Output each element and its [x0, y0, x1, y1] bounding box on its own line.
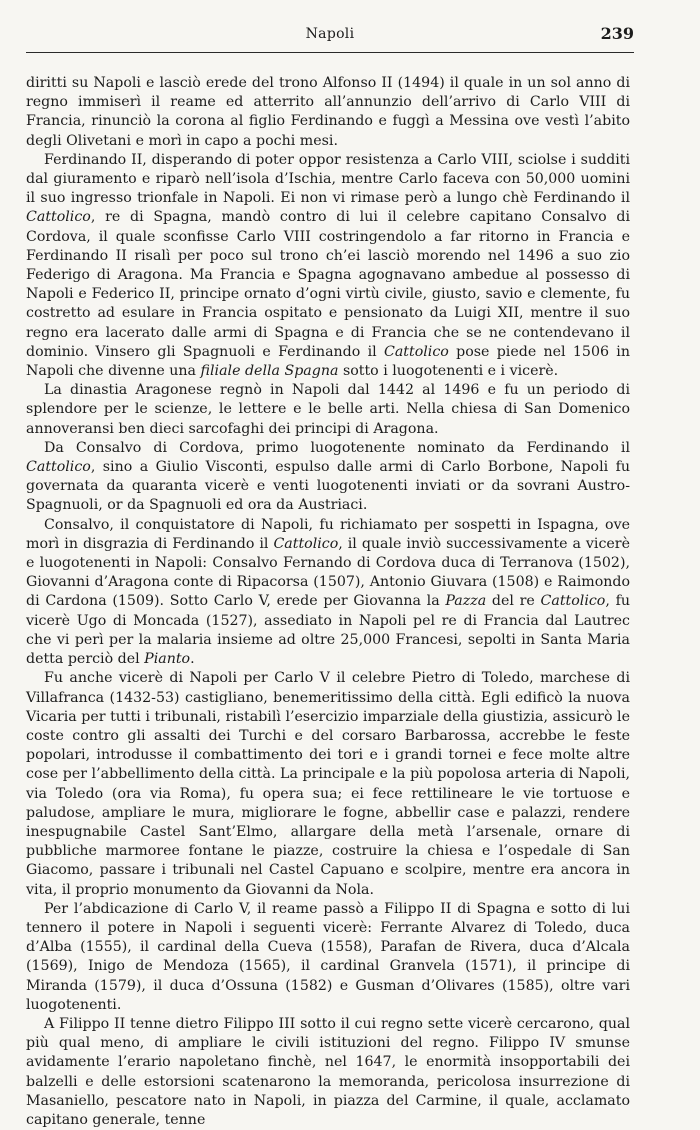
- italic-text: Pianto: [144, 651, 191, 668]
- text-run: , fu vicerè Ugo di Moncada (1527), assediato in Napoli pel re di Francia dal Lautrec che vi perì per la malaria insieme ad oltre 25,000 Francesi, sepolti in Santa Maria detta perciò del: [26, 593, 630, 668]
- text-run: sotto i luogotenenti e i vicerè.: [338, 363, 559, 380]
- text-run: , re di Spagna, mandò contro di lui il celebre capitano Consalvo di Cordova, il quale sconfisse Carlo VIII costringendolo a far ritorno in Francia e Ferdinando II risalì per poco sul trono ch’ei lasciò morendo nel 1496 a suo zio Federigo di Aragona. Ma Francia e Spagna agognavano ambedue al possesso di Napoli e Federico II, principe ornato d’ogni virtù civile, giusto, savio e clemente, fu costretto ad esulare in Francia ospitato e pensionato da Luigi XII, mentre il suo regno era lacerato dalle armi di Spagna e di Francia che se ne contendevano il dominio. Vinsero gli Spagnuoli e Ferdinando il: [26, 209, 630, 360]
- paragraph: [26, 439, 630, 516]
- text-run: , il quale inviò successivamente a vicerè e luogotenenti in Napoli: Consalvo Fernando di Cordova duca di Terranova (1502), Giovanni d’Aragona conte di Ripacorsa (1507), Antonio Giuvara (1508) e Raimondo di Cardona (1509). Sotto Carlo V, erede per Giovanna la: [26, 535, 630, 610]
- paragraph: [26, 381, 630, 439]
- text-run: del re: [486, 593, 541, 610]
- text-run: La dinastia Aragonese regnò in Napoli dal 1442 al 1496 e fu un periodo di splendore per le scienze, le lettere e le belle arti. Nella chiesa di San Domenico annoveransi ben dieci sarcofaghi dei principi di Aragona.: [26, 382, 630, 437]
- text-run: Fu anche vicerè di Napoli per Carlo V il celebre Pietro di Toledo, marchese di Villafranca (1432-53) castigliano, benemeritissimo della città. Egli edificò la nuova Vicaria per tutti i tribunali, ristabilì l’esercizio imparziale della giustizia, assicurò le coste contro gli assalti dei Turchi e del corsaro Barbarossa, accrebbe le feste popolari, introdusse il combattimento dei tori e i grandi tornei e fece molte altre cose per l’abbellimento della città. La principale e la più popolosa arteria di Napoli, via Toledo (ora via Roma), fu opera sua; ei fece rettilineare le vie tortuose e paludose, ampliare le mura, migliorare le fogne, abbellir case e palazzi, rendere inespugnabile Castel Sant’Elmo, allargare della metà l’arsenale, ornare di pubbliche marmoree fontane le piazze, costruire la chiesa e l’ospedale di San Giacomo, passare i tribunali nel Castel Capuano e scolpire, mentre era ancora in vita, il proprio monumento da Giovanni da Nola.: [26, 670, 630, 898]
- text-run: Da Consalvo di Cordova, primo luogotenente nominato da Ferdinando il: [44, 439, 630, 456]
- header-rule: [26, 52, 634, 53]
- paragraph: [26, 151, 630, 381]
- paragraph: [26, 900, 630, 1015]
- text-run: , sino a Giulio Visconti, espulso dalle armi di Carlo Borbone, Napoli fu governata da quaranta vicerè e venti luogotenenti inviati or da sovrani Austro-Spagnuoli, or da Spagnuoli ed ora da Austriaci.: [26, 459, 630, 514]
- italic-text: Pazza: [445, 593, 487, 610]
- text-run: Per l’abdicazione di Carlo V, il reame passò a Filippo II di Spagna e sotto di lui tennero il potere in Napoli i seguenti vicerè: Ferrante Alvarez di Toledo, duca d’Alba (1555), il cardinal della Cueva (1558), Parafan de Rivera, duca d’Alcala (1569), Inigo de Mendoza (1565), il cardinal Granvela (1571), il principe di Miranda (1579), il duca d’Ossuna (1582) e Gusman d’Olivares (1585), oltre vari luogotenenti.: [26, 900, 630, 1013]
- paragraph: [26, 1015, 630, 1130]
- running-title: Napoli: [305, 26, 355, 42]
- text-run: diritti su Napoli e lasciò erede del trono Alfonso II (1494) il quale in un sol anno di regno immiserì il reame ed atterrito all’annunzio dell’arrivo di Carlo VIII di Francia, rinunciò la corona al figlio Ferdinando e fuggì a Messina ove vestì l’abito degli Olivetani e morì in capo a pochi mesi.: [26, 75, 630, 149]
- text-run: Ferdinando II, disperando di poter oppor resistenza a Carlo VIII, sciolse i sudditi dal giuramento e riparò nell’isola d’Ischia, mentre Carlo faceva con 50,000 uomini il suo ingresso trionfale in Napoli. Ei non vi rimase però a lungo chè Ferdinando il: [26, 151, 630, 207]
- italic-text: filiale della Spagna: [200, 363, 339, 380]
- page-number: 239: [600, 24, 634, 43]
- italic-text: Cattolico: [540, 593, 606, 610]
- paragraph: [26, 669, 630, 899]
- italic-text: Cattolico: [26, 209, 91, 226]
- page-header: [26, 22, 634, 48]
- text-run: .: [190, 651, 195, 668]
- italic-text: Cattolico: [273, 535, 339, 552]
- text-run: Consalvo, il conquistatore di Napoli, fu richiamato per sospetti in Ispagna, ove morì in disgrazia di Ferdinando il: [26, 516, 630, 552]
- body-text: [26, 74, 630, 1130]
- text-run: A Filippo II tenne dietro Filippo III sotto il cui regno sette vicerè cercarono, qual più qual meno, di ampliare le civili istituzioni del regno. Filippo IV smunse avidamente l’erario napoletano finchè, nel 1647, le enormità insopportabili dei balzelli e delle estorsioni scatenarono la memoranda, pericolosa insurrezione di Masaniello, pescatore nato in Napoli, in piazza del Carmine, il quale, acclamato capitano generale, tenne: [26, 1015, 630, 1128]
- paragraph: [26, 74, 630, 151]
- text-run: pose piede nel 1506 in Napoli che divenne una: [26, 343, 630, 380]
- italic-text: Cattolico: [383, 343, 449, 360]
- italic-text: Cattolico: [26, 459, 91, 476]
- paragraph: [26, 516, 630, 670]
